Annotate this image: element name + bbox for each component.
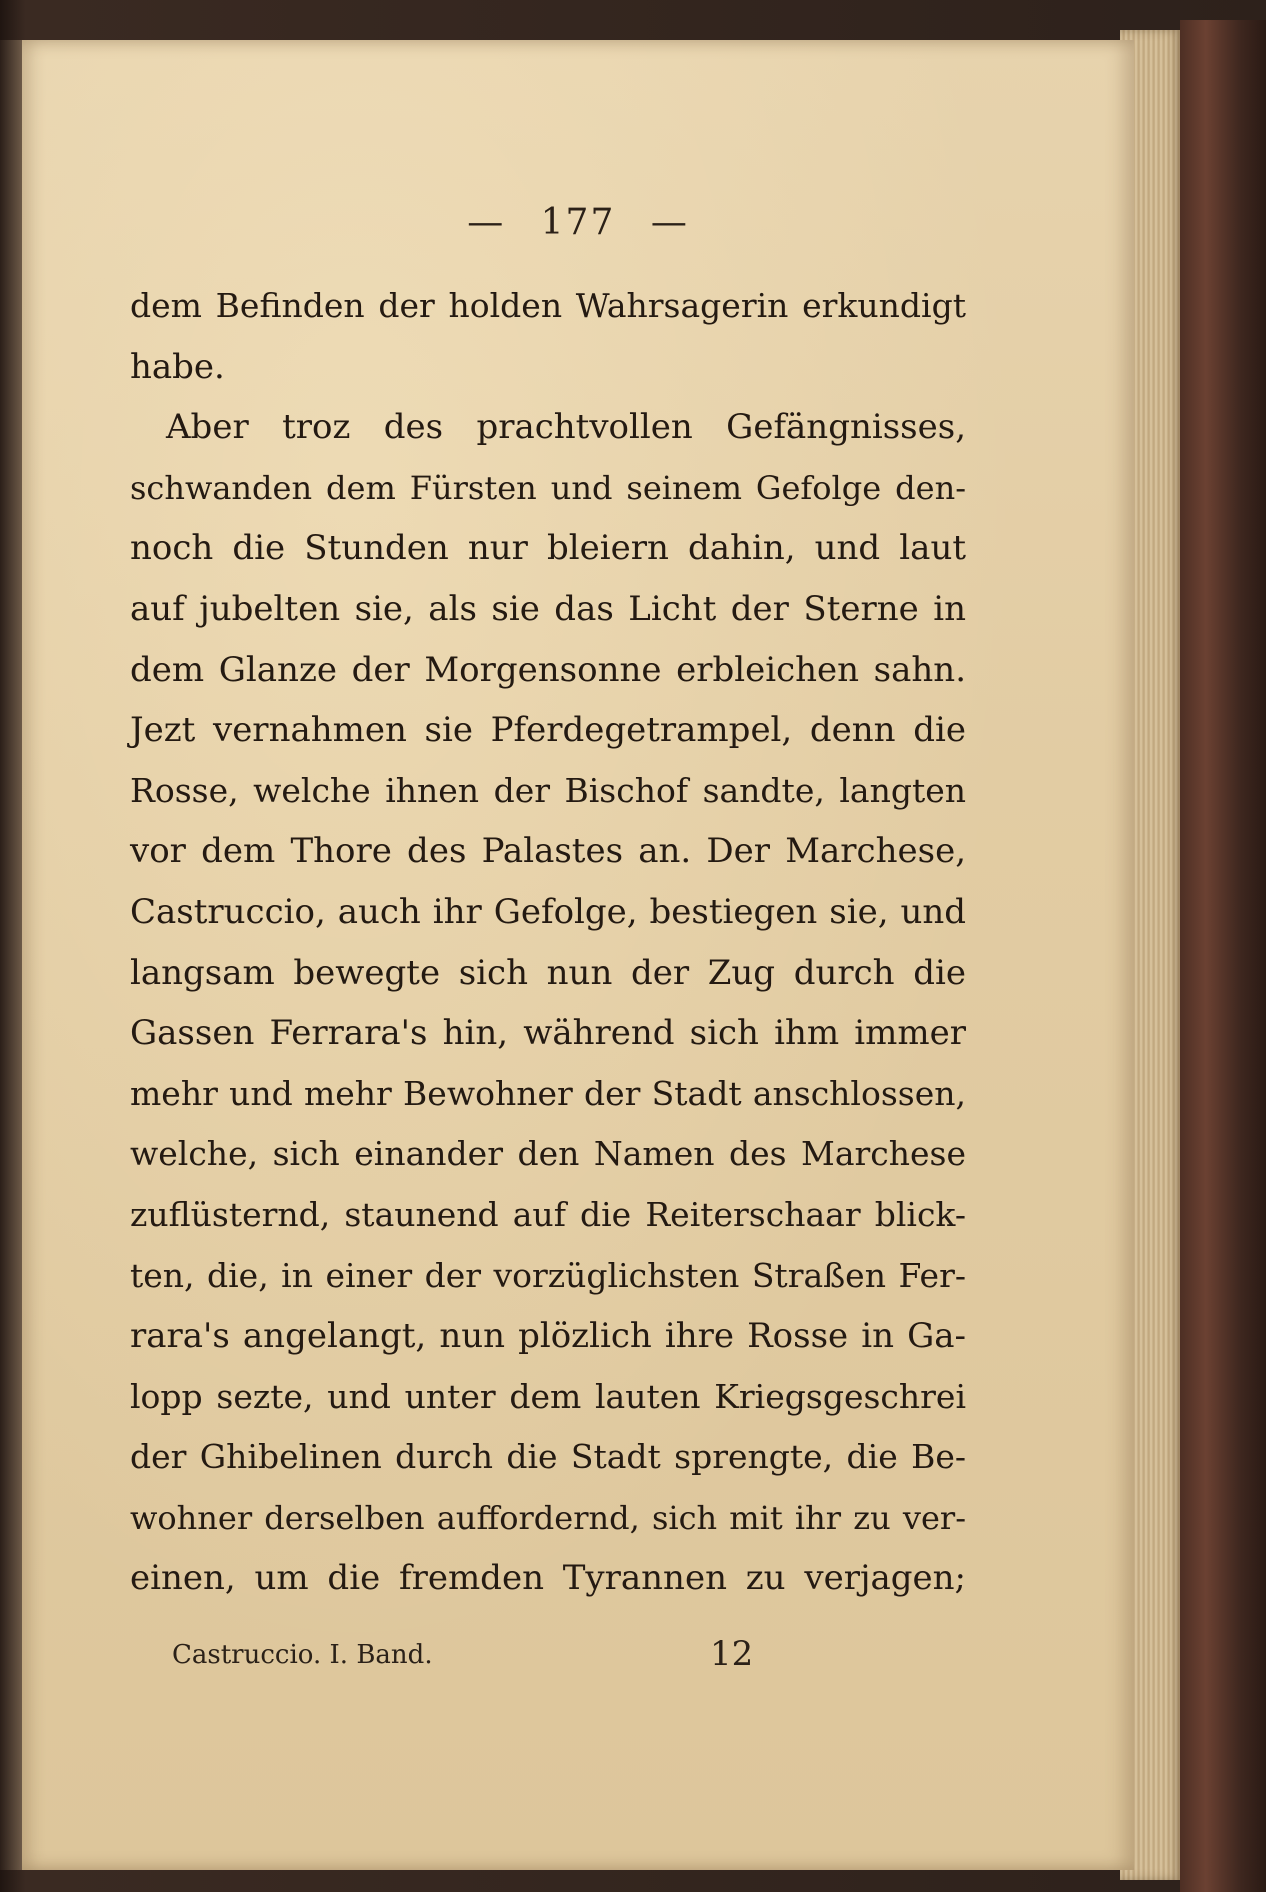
text-line: einen, um die fremden Tyrannen zu verjagen; [130, 1558, 966, 1599]
text-line: ten, die, in einer der vorzüglichsten Straßen Fer- [130, 1255, 966, 1295]
header-dash-left: — [467, 202, 506, 243]
text-line: rara's angelangt, nun plözlich ihre Rosse in Ga- [130, 1316, 966, 1357]
page-header [22, 202, 1134, 243]
text-line: dem Befinden der holden Wahrsagerin erkundigt [130, 286, 966, 325]
signature-mark: Castruccio. I. Band. [172, 1640, 433, 1670]
body-text [130, 276, 966, 1609]
text-line: noch die Stunden nur bleiern dahin, und laut [130, 528, 966, 569]
text-line: Gassen Ferrara's hin, während sich ihm immer [130, 1013, 966, 1054]
text-line: habe. [130, 346, 225, 387]
text-line: vor dem Thore des Palastes an. Der Marchese, [130, 831, 966, 872]
page-number: 177 [540, 202, 616, 243]
book-page [22, 40, 1134, 1870]
book-gutter [0, 40, 22, 1870]
text-line: auf jubelten sie, als sie das Licht der Sterne in [130, 588, 966, 629]
text-line: schwanden dem Fürsten und seinem Gefolge den- [130, 468, 966, 507]
text-line: mehr und mehr Bewohner der Stadt anschlossen, [130, 1073, 966, 1113]
text-line: der Ghibelinen durch die Stadt sprengte, die Be- [130, 1437, 966, 1477]
text-line: langsam bewegte sich nun der Zug durch die [130, 952, 966, 993]
text-line: Rosse, welche ihnen der Bischof sandte, langten [130, 770, 966, 810]
text-line: zuflüsternd, staunend auf die Reiterschaar blick- [130, 1194, 966, 1234]
text-line: Castruccio, auch ihr Gefolge, bestiegen sie, und [130, 891, 966, 932]
book-cover [1180, 20, 1266, 1892]
text-line: welche, sich einander den Namen des Marchese [130, 1134, 966, 1174]
text-line: dem Glanze der Morgensonne erbleichen sahn. [130, 649, 966, 690]
text-line: Aber troz des prachtvollen Gefängnisses, [166, 407, 966, 448]
text-line: lopp sezte, und unter dem lauten Kriegsgeschrei [130, 1376, 966, 1416]
text-line: wohner derselben auffordernd, sich mit ihr zu ver- [130, 1498, 966, 1537]
header-dash-right: — [650, 202, 689, 243]
text-line: Jezt vernahmen sie Pferdegetrampel, denn die [130, 710, 966, 751]
page-footer [172, 1634, 772, 1674]
sheet-number: 12 [710, 1634, 754, 1674]
